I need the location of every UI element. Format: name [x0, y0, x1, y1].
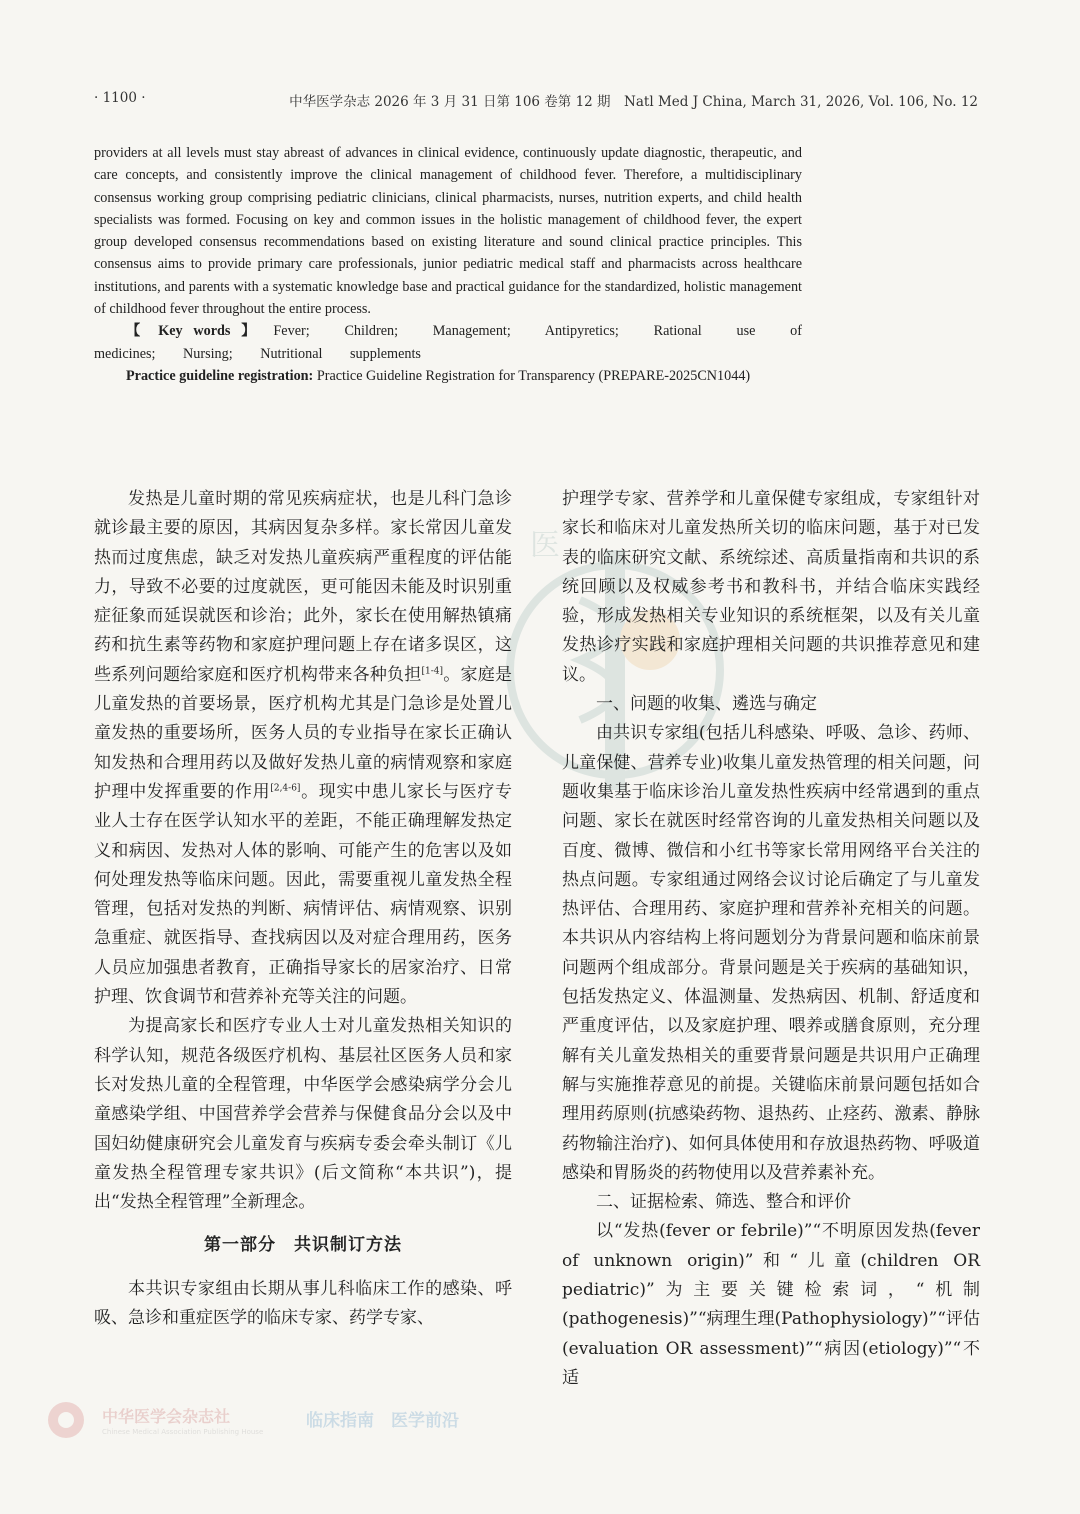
evidence-search-paragraph: 以“发热(fever or febrile)”“不明原因发热(fever of unknown origin)”和“儿童(children OR pediatric)”为主要关键检索词，“机制(pathogenesis)”“病理生理(Pathophysiology)”“评估(evaluation OR assessment)”“病因(etiology)”“不适: [562, 1221, 980, 1388]
registration: [94, 365, 802, 387]
section-heading: 第一部分 共识制订方法: [204, 1235, 402, 1256]
registration-value: Practice Guideline Registration for Transparency (PREPARE-2025CN1044): [316, 367, 751, 384]
abstract-body: providers at all levels must stay abreast of advances in clinical evidence, continuously update diagnostic, therapeutic, and care concepts, and consistently improve the clinical management of childhood fever. Therefore, a multidisciplinary consensus working group comprising pediatric clinicians, clinical pharmacists, nurses, nutrition experts, and child health specialists was formed. Focusing on key and common issues in the holistic management of childhood fever, the expert group developed consensus recommendations based on existing literature and sound clinical practice principles. This consensus aims to provide primary care professionals, junior pediatric medical staff and pharmacists across healthcare institutions, and parents with a systematic knowledge base and practical guidance for the standardized, holistic management of childhood fever throughout the entire process.: [94, 145, 802, 318]
question-collection-paragraph: 由共识专家组(包括儿科感染、呼吸、急诊、药师、儿童保健、营养专业)收集儿童发热管理的相关问题，问题收集基于临床诊治儿童发热性疾病中经常遇到的重点问题、家长在就医时经常咨询的儿童发热相关问题以及百度、微博、微信和小红书等家长常用网络平台关注的热点问题。专家组通过网络会议讨论后确定了与儿童发热评估、合理用药、家庭护理和营养补充相关的问题。本共识从内容结构上将问题划分为背景问题和临床前景问题两个组成部分。背景问题是关于疾病的基础知识，包括发热定义、体温测量、发热病因、机制、舒适度和严重度评估，以及家庭护理、喂养或膳食原则，充分理解有关儿童发热相关的重要背景问题是共识用户正确理解与实施推荐意见的前提。关键临床前景问题包括如合理用药原则(抗感染药物、退热药、止痉药、激素、静脉药物输注治疗)、如何具体使用和存放退热药物、呼吸道感染和胃肠炎的药物使用以及营养素补充。: [562, 723, 980, 1183]
running-header: [94, 90, 978, 112]
subheading-1: 一、问题的收集、遴选与确定: [596, 694, 817, 715]
method-paragraph: 本共识专家组由长期从事儿科临床工作的感染、呼吸、急诊和重症医学的临床专家、药学专家、: [94, 1278, 512, 1329]
svg-text:医: 医: [530, 528, 560, 563]
keywords-list: Fever; Children; Management; Antipyretics; Rational use of medicines; Nursing; Nutritional supplements: [94, 323, 803, 362]
left-column: [94, 485, 512, 1333]
keywords-label: 【 Key words 】: [126, 323, 263, 340]
brand-mark: 临床指南 医学前沿: [306, 1411, 459, 1431]
reference-2-4-6[interactable]: [2,4-6]: [270, 783, 301, 794]
english-abstract: [94, 142, 802, 387]
reference-1-4[interactable]: [1-4]: [421, 666, 444, 677]
page-number: · 1100 ·: [94, 90, 146, 106]
right-column: [562, 485, 980, 1393]
keywords: [94, 320, 802, 365]
intro-paragraph-2: 为提高家长和医疗专业人士对儿童发热相关知识的科学认知，规范各级医疗机构、基层社区医务人员和家长对发热儿童的全程管理，中华医学会感染病学分会儿童感染学组、中国营养学会营养与保健食品分会以及中国妇幼健康研究会儿童发育与疾病专委会牵头制订《儿童发热全程管理专家共识》(后文简称“本共识”)，提出“发热全程管理”全新理念。: [94, 1016, 512, 1213]
publisher-emblem-icon: [44, 1398, 88, 1442]
journal-citation: 中华医学杂志 2026 年 3 月 31 日第 106 卷第 12 期 Natl Med J China, March 31, 2026, Vol. 106, No. 12: [289, 94, 978, 110]
subheading-2: 二、证据检索、筛选、整合和评价: [596, 1192, 851, 1213]
intro-paragraph-1: 发热是儿童时期的常见疾病症状，也是儿科门急诊就诊最主要的原因，其病因复杂多样。家长常因儿童发热而过度焦虑，缺乏对发热儿童疾病严重程度的评估能力，导致不必要的过度就医，更可能因未能及时识别重症征象而延误就医和诊治；此外，家长在使用解热镇痛药和抗生素等药物和家庭护理问题上存在诸多误区，这些系列问题给家庭和医疗机构带来各种负担[1-4]。家庭是儿童发热的首要场景，医疗机构尤其是门急诊是处置儿童发热的重要场所，医务人员的专业指导在家长正确认知发热和合理用药以及做好发热儿童的病情观察和家庭护理中发挥重要的作用[2,4-6]。现实中患儿家长与医疗专业人士存在医学认知水平的差距，不能正确理解发热定义和病因、发热对人体的影响、可能产生的危害以及如何处理发热等临床问题。因此，需要重视儿童发热全程管理，包括对发热的判断、病情评估、病情观察、识别急重症、就医指导、查找病因以及对症合理用药，医务人员应加强患者教育，正确指导家长的居家治疗、日常护理、饮食调节和营养补充等关注的问题。: [94, 489, 513, 1008]
method-paragraph-continued: 护理学专家、营养学和儿童保健专家组成，专家组针对家长和临床对儿童发热所关切的临床问题，基于对已发表的临床研究文献、系统综述、高质量指南和共识的系统回顾以及权威参考书和教科书，并结合临床实践经验，形成发热相关专业知识的系统框架，以及有关儿童发热诊疗实践和家庭护理相关问题的共识推荐意见和建议。: [562, 489, 980, 685]
publisher-name: 中华医学会杂志社: [102, 1407, 231, 1426]
registration-label: Practice guideline registration:: [126, 367, 314, 384]
publisher-logo: [44, 1398, 474, 1448]
publisher-name-en: Chinese Medical Association Publishing House: [102, 1428, 264, 1436]
